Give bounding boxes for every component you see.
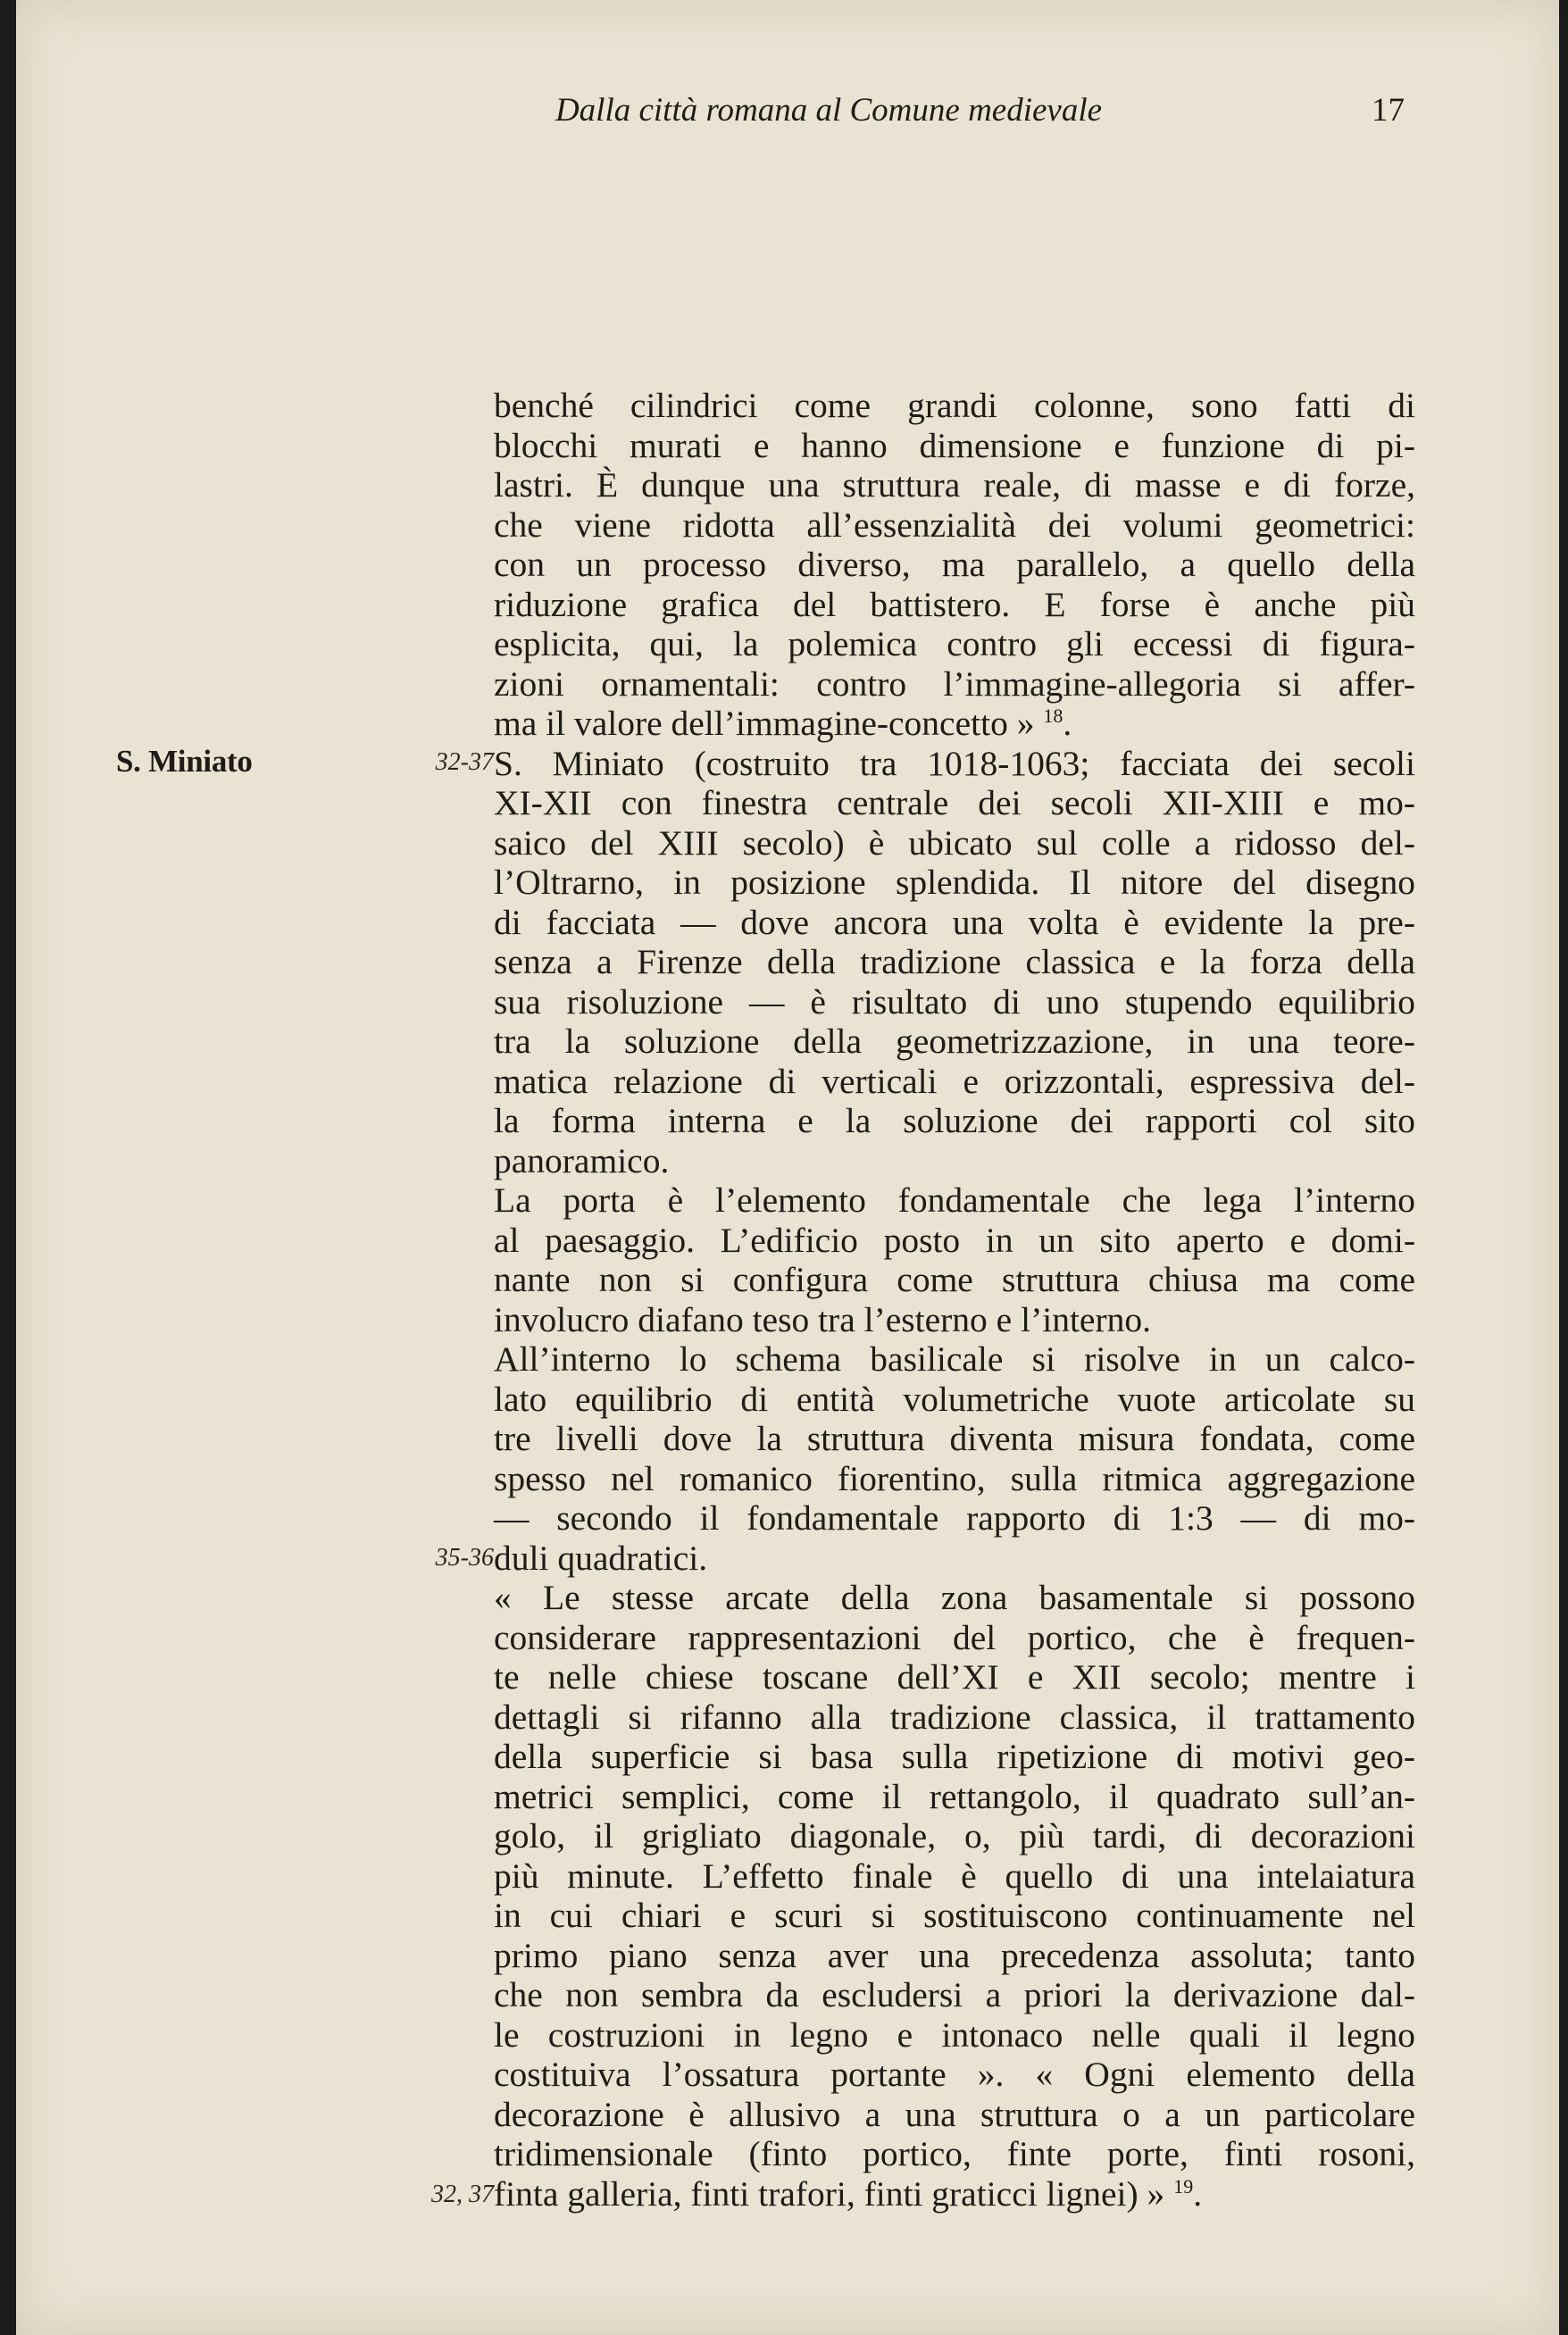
text-line: tridimensionale (finto portico, finte porte, finti rosoni, — [494, 2134, 1415, 2173]
running-header-title: Dalla città romana al Comune medievale — [555, 92, 1103, 129]
text-line: riduzione grafica del battistero. E forse è anche più — [494, 584, 1415, 624]
margin-heading: S. Miniato — [116, 744, 253, 779]
text-line: la forma interna e la soluzione dei rapporti col sito — [494, 1101, 1415, 1140]
text-line: senza a Firenze della tradizione classica e la forza della — [494, 942, 1415, 981]
text-line: di facciata — dove ancora una volta è evidente la pre- — [494, 902, 1415, 942]
text-line — [494, 2174, 1415, 2214]
text-line: « Le stesse arcate della zona basamentale si possono — [494, 1578, 1415, 1617]
text-line: matica relazione di verticali e orizzontali, espressiva del- — [494, 1061, 1415, 1101]
text-line: golo, il grigliato diagonale, o, più tardi, di decorazioni — [494, 1816, 1415, 1855]
text-line: le costruzioni in legno e intonaco nelle quali il legno — [494, 2014, 1415, 2055]
text-line: tra la soluzione della geometrizzazione, in una teore- — [494, 1022, 1415, 1061]
footnote-punctuation: . — [1063, 704, 1072, 743]
text-line: blocchi murati e hanno dimensione e funzione di pi- — [494, 425, 1415, 465]
footnote-ref: 18 — [1043, 705, 1063, 727]
footnote-punctuation: . — [1193, 2173, 1203, 2214]
page-number: 17 — [1372, 92, 1405, 129]
text-line: con un processo diverso, ma parallelo, a quello della — [494, 545, 1415, 584]
text-line: primo piano senza aver una precedenza assoluta; tanto — [494, 1935, 1415, 1975]
text-line: benché cilindrici come grandi colonne, sono fatti di — [494, 386, 1415, 425]
text-line: esplicita, qui, la polemica contro gli eccessi di figura- — [494, 624, 1415, 663]
text-line: S. Miniato (costruito tra 1018-1063; facciata dei secoli — [494, 743, 1415, 783]
text-line: costituiva l’ossatura portante ». « Ogni elemento della — [494, 2055, 1415, 2094]
text-line: duli quadratici. — [494, 1538, 708, 1578]
text-line: decorazione è allusivo a una struttura o a un particolare — [494, 2094, 1415, 2134]
margin-figure-ref: 32-37 — [435, 748, 494, 776]
text-line: spesso nel romanico fiorentino, sulla ritmica aggregazione — [494, 1458, 1415, 1498]
text-line: saico del XIII secolo) è ubicato sul colle a ridosso del- — [494, 822, 1415, 863]
text-line: sua risoluzione — è risultato di uno stupendo equilibrio — [494, 981, 1415, 1022]
text-line: metrici semplici, come il rettangolo, il quadrato sull’an- — [494, 1776, 1415, 1816]
text-line-content: ma il valore dell’immagine-concetto » — [494, 704, 1035, 743]
text-line: al paesaggio. L’edificio posto in un sito aperto e domi- — [494, 1220, 1415, 1260]
text-line: lastri. È dunque una struttura reale, di masse e di forze, — [494, 465, 1415, 505]
text-line: l’Oltrarno, in posizione splendida. Il nitore del disegno — [494, 863, 1415, 902]
text-line: nante non si configura come struttura chiusa ma come — [494, 1260, 1415, 1299]
text-line: panoramico. — [494, 1140, 670, 1180]
margin-figure-ref: 32, 37 — [431, 2181, 494, 2208]
text-line: dettagli si rifanno alla tradizione classica, il trattamento — [494, 1697, 1415, 1737]
footnote-ref: 19 — [1173, 2174, 1194, 2197]
text-line-content: finta galleria, finti trafori, finti graticci lignei) » — [494, 2173, 1165, 2214]
text-line: zioni ornamentali: contro l’immagine-allegoria si affer- — [494, 663, 1415, 704]
text-line: te nelle chiese toscane dell’XI e XII secolo; mentre i — [494, 1657, 1415, 1697]
text-line: La porta è l’elemento fondamentale che lega l’interno — [494, 1180, 1415, 1220]
margin-figure-ref: 35-36 — [435, 1544, 494, 1572]
text-line: All’interno lo schema basilicale si risolve in un calco- — [494, 1339, 1415, 1379]
text-line: che non sembra da escludersi a priori la derivazione dal- — [494, 1975, 1415, 2014]
text-line — [494, 704, 1415, 744]
text-line: involucro diafano teso tra l’esterno e l’interno. — [494, 1299, 1151, 1339]
text-line: della superficie si basa sulla ripetizione di motivi geo- — [494, 1737, 1415, 1776]
body-text — [494, 386, 1415, 2214]
text-line: più minute. L’effetto finale è quello di una intelaiatura — [494, 1855, 1415, 1896]
text-line: tre livelli dove la struttura diventa misura fondata, come — [494, 1419, 1415, 1458]
text-line: lato equilibrio di entità volumetriche vuote articolate su — [494, 1379, 1415, 1419]
text-line: XI-XII con finestra centrale dei secoli XII-XIII e mo- — [494, 783, 1415, 822]
text-line: in cui chiari e scuri si sostituiscono continuamente nel — [494, 1896, 1415, 1935]
text-line: — secondo il fondamentale rapporto di 1:3 — di mo- — [494, 1498, 1415, 1538]
text-line: considerare rappresentazioni del portico, che è frequen- — [494, 1617, 1415, 1657]
text-line: che viene ridotta all’essenzialità dei volumi geometrici: — [494, 505, 1415, 545]
book-page — [16, 0, 1559, 2335]
